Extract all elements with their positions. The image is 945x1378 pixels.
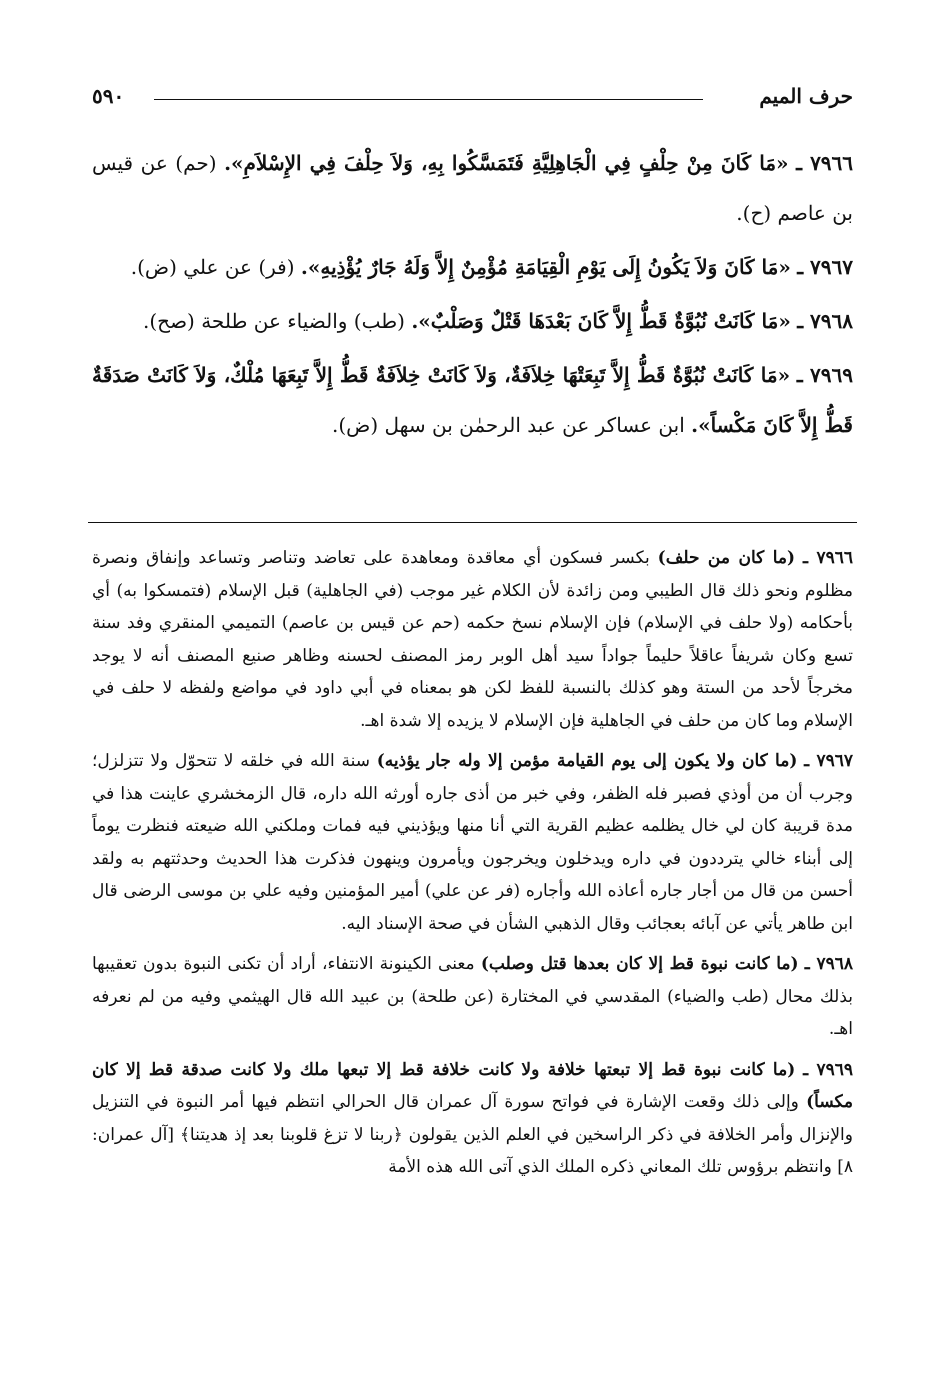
commentary-lemma: (ما كان من حلف)	[657, 548, 796, 568]
hadith-reference: ابن عساكر عن عبد الرحمٰن بن سهل (ض).	[331, 413, 685, 437]
commentary-section	[92, 542, 853, 1192]
hadith-section	[92, 138, 853, 454]
section-title: حرف الميم	[759, 84, 853, 108]
hadith-entry	[92, 138, 853, 238]
commentary-text: معنى الكينونة الانتفاء، أراد أن تكنى النبوة بدون تعقيبها بذلك محال (طب والضياء) المقدسي في المختارة (عن طلحة) بن عبيد الله قال الهيثمي وفيه من لم نعرفه اهـ.	[92, 954, 853, 1039]
footnote-divider	[88, 522, 857, 523]
commentary-text: سنة الله في خلقه لا تتحوّل ولا تتزلزل؛ وجرب أن من أوذي فصبر فله الظفر، وفي خبر من أذى جاره أورثه الله داره، قال الزمخشري عاينت هذا في مدة قريبة كان لي خال يظلمه عظيم القرية التي أنا منها ويؤذيني فيه فمات وملكني الله ضيعته فنظرت يوماً إلى أبناء خالي يترددون في داره ويدخلون ويخرجون ويأمرون وينهون فذكرت هذا الحديث وحدثتهم به ولقد أحسن من قال من أجار جاره أعاذه الله وأجاره (فر عن علي) أمير المؤمنين وفيه علي بن موسى الرضى قال ابن طاهر يأتي عن آبائه بعجائب وقال الذهبي الشأن في صحة الإسناد اليه.	[92, 751, 853, 934]
hadith-reference: (حم) عن قيس بن عاصم (ح).	[92, 151, 853, 225]
commentary-entry	[92, 948, 853, 1046]
hadith-reference: (طب) والضياء عن طلحة (صح).	[143, 309, 405, 333]
hadith-number: ٧٩٦٩ ـ	[796, 363, 854, 387]
commentary-entry	[92, 1054, 853, 1184]
hadith-entry	[92, 242, 853, 292]
header-rule	[154, 99, 703, 100]
commentary-lemma: (ما كانت نبوة قط إلا تبعتها خلافة ولا كانت خلافة قط إلا تبعها ملك ولا كانت صدقة قط إلا كان مكساً)	[92, 1059, 854, 1112]
hadith-text: «مَا كَانَتْ نُبُوَّةٌ قَطُّ إِلاَّ تَبِعَتْهَا خِلاَفَةٌ، وَلاَ كَانَتْ خِلاَفَةٌ قَطُّ إِلاَّ تَبِعَهَا مُلْكٌ، وَلاَ كَانَتْ صَدَقَةٌ قَطُّ إِلاَّ كَانَ مَكْساً».	[92, 363, 853, 437]
commentary-text: وإلى ذلك وقعت الإشارة في فواتح سورة آل عمران قال الحرالي انتظم فيها أمر النبوة في التنزيل والإنزال وأمر الخلافة في ذكر الراسخين في العلم الذين يقولون ﴿ربنا لا تزغ قلوبنا بعد إذ هديتنا﴾ [آل عمران: ٨] وانتظم برؤوس تلك المعاني ذكره الملك الذي آتى الله هذه الأمة	[92, 1092, 853, 1177]
commentary-lemma: (ما كانت نبوة قط إلا كان بعدها قتل وصلب)	[480, 954, 799, 974]
commentary-entry	[92, 745, 853, 940]
hadith-number: ٧٩٦٦ ـ	[796, 151, 854, 175]
hadith-entry	[92, 296, 853, 346]
commentary-entry	[92, 542, 853, 737]
hadith-text: «مَا كَانَ مِنْ حِلْفٍ فِي الْجَاهِلِيَّةِ فَتَمَسَّكُوا بِهِ، وَلاَ حِلْفَ فِي الإِسْلاَمِ».	[224, 151, 789, 175]
commentary-number: ٧٩٦٨ ـ	[804, 954, 853, 974]
commentary-number: ٧٩٦٧ ـ	[804, 751, 853, 771]
page-header	[92, 80, 853, 112]
commentary-number: ٧٩٦٩ ـ	[803, 1059, 853, 1080]
page-number: ٥٩٠	[92, 84, 125, 108]
commentary-text: بكسر فسكون أي معاقدة ومعاهدة على تعاضد وتناصر وتساعد وإنفاق ونصرة مظلوم ونحو ذلك قال الطيبي ومن زائدة لأن الكلام غير موجب (في الجاهلية) قبل الإسلام (فتمسكوا به) أي بأحكامه (ولا حلف في الإسلام) فإن الإسلام نسخ حكمه (حم عن قيس بن عاصم) التميمي المنقري وفد سنة تسع وكان شريفاً عاقلاً حليماً جواداً سيد أهل الوبر رمز المصنف لحسنه وظاهر صنيع المصنف أنه لا يوجد مخرجاً لأحد من الستة وهو كذلك بالنسبة للفظ لكن هو بمعناه في أبي داود في مواضع ولفظه لا حلف في الإسلام وما كان من حلف في الجاهلية فإن الإسلام لا يزيده إلا شدة اهـ.	[92, 548, 853, 731]
hadith-text: «مَا كَانَ وَلاَ يَكُونُ إِلَى يَوْمِ الْقِيَامَةِ مُؤْمِنٌ إِلاَّ وَلَهُ جَارٌ يُؤْذِيهِ».	[300, 255, 791, 279]
hadith-number: ٧٩٦٧ ـ	[797, 255, 853, 279]
hadith-text: «مَا كَانَتْ نُبُوَّةٌ قَطُّ إِلاَّ كَانَ بَعْدَهَا قَتْلٌ وَصَلْبٌ».	[411, 309, 791, 333]
hadith-entry	[92, 350, 853, 450]
commentary-lemma: (ما كان ولا يكون إلى يوم القيامة مؤمن إلا وله جار يؤذيه)	[376, 751, 798, 771]
commentary-number: ٧٩٦٦ ـ	[803, 548, 854, 568]
hadith-number: ٧٩٦٨ ـ	[797, 309, 853, 333]
hadith-reference: (فر) عن علي (ض).	[130, 255, 295, 279]
